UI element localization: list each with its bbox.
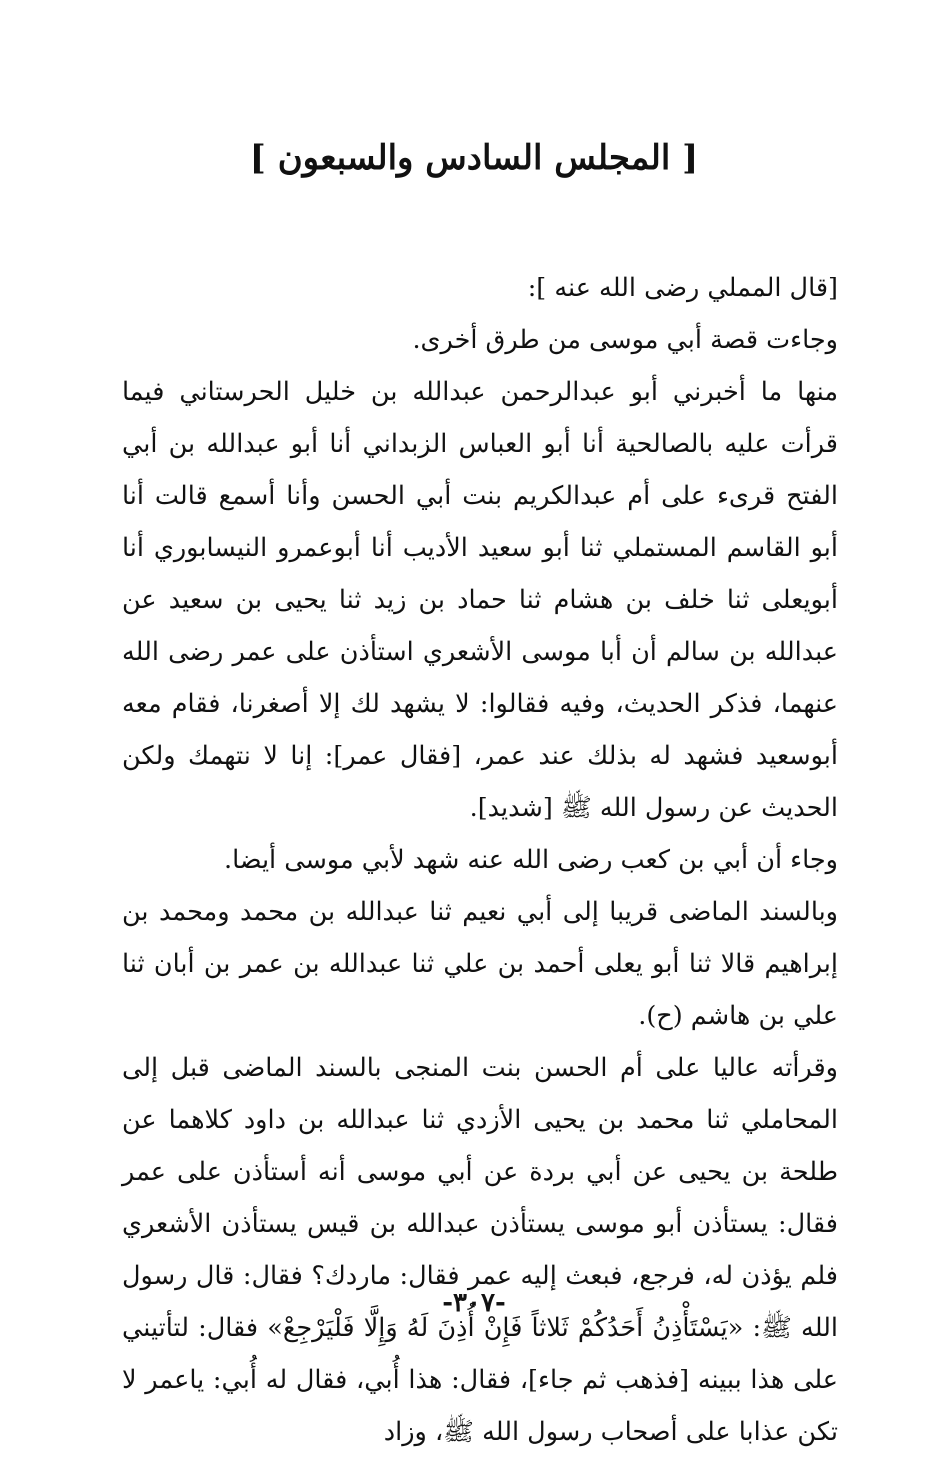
paragraph: وجاءت قصة أبي موسى من طرق أخرى. xyxy=(412,325,838,355)
paragraph: منها ما أخبرني أبو عبدالرحمن عبدالله بن خليل الحرستاني فيما قرأت عليه بالصالحية أنا أبو العباس الزبداني أنا أبو عبدالله بن أبي الفتح قرىء على أم عبدالكريم بنت أبي الحسن وأنا أسمع قالت أنا أبو القاسم المستملي ثنا أبو سعيد الأديب أنا أبوعمرو النيسابوري أنا أبويعلى ثنا خلف بن هشام ثنا حماد بن زيد ثنا يحيى بن سعيد عن عبدالله بن سالم أن أبا موسى الأشعري استأذن على عمر رضى الله عنهما، فذكر الحديث، وفيه فقالوا: لا يشهد لك إلا أصغرنا، فقام معه أبوسعيد فشهد له بذلك عند عمر، [فقال عمر]: إنا لا نتهمك ولكن الحديث عن رسول الله ﷺ [شديد]. xyxy=(122,377,838,823)
paragraph: وجاء أن أبي بن كعب رضى الله عنه شهد لأبي موسى أيضا. xyxy=(223,845,838,875)
body-text xyxy=(122,262,838,1458)
paragraph: [قال المملي رضى الله عنه ]: xyxy=(527,273,838,303)
page-number: -٣٠٧- xyxy=(442,1288,506,1318)
paragraph: وقرأته عاليا على أم الحسن بنت المنجى بالسند الماضى قبل إلى المحاملي ثنا محمد بن يحيى الأزدي ثنا عبدالله بن داود كلاهما عن طلحة بن يحيى عن أبي بردة عن أبي موسى أنه أستأذن على عمر فقال: يستأذن أبو موسى يستأذن عبدالله بن قيس يستأذن الأشعري فلم يؤذن له، فرجع، فبعث إليه عمر فقال: ماردك؟ فقال: قال رسول الله ﷺ: «يَسْتَأْذِنُ أَحَدُكُمْ ثَلاثاً فَإِنْ أُذِنَ لَهُ وَإِلَّا فَلْيَرْجِعْ» فقال: لتأتيني على هذا ببينه [فذهب ثم جاء]، فقال: هذا أُبي، فقال له أُبي: ياعمر لا تكن عذابا على أصحاب رسول الله ﷺ، وزاد xyxy=(122,1053,838,1447)
paragraph: وبالسند الماضى قريبا إلى أبي نعيم ثنا عبدالله بن محمد ومحمد بن إبراهيم قالا ثنا أبو يعلى أحمد بن علي ثنا عبدالله بن عمر بن أبان ثنا علي بن هاشم (ح). xyxy=(122,897,838,1031)
chapter-title: [ المجلس السادس والسبعون ] xyxy=(249,138,699,178)
